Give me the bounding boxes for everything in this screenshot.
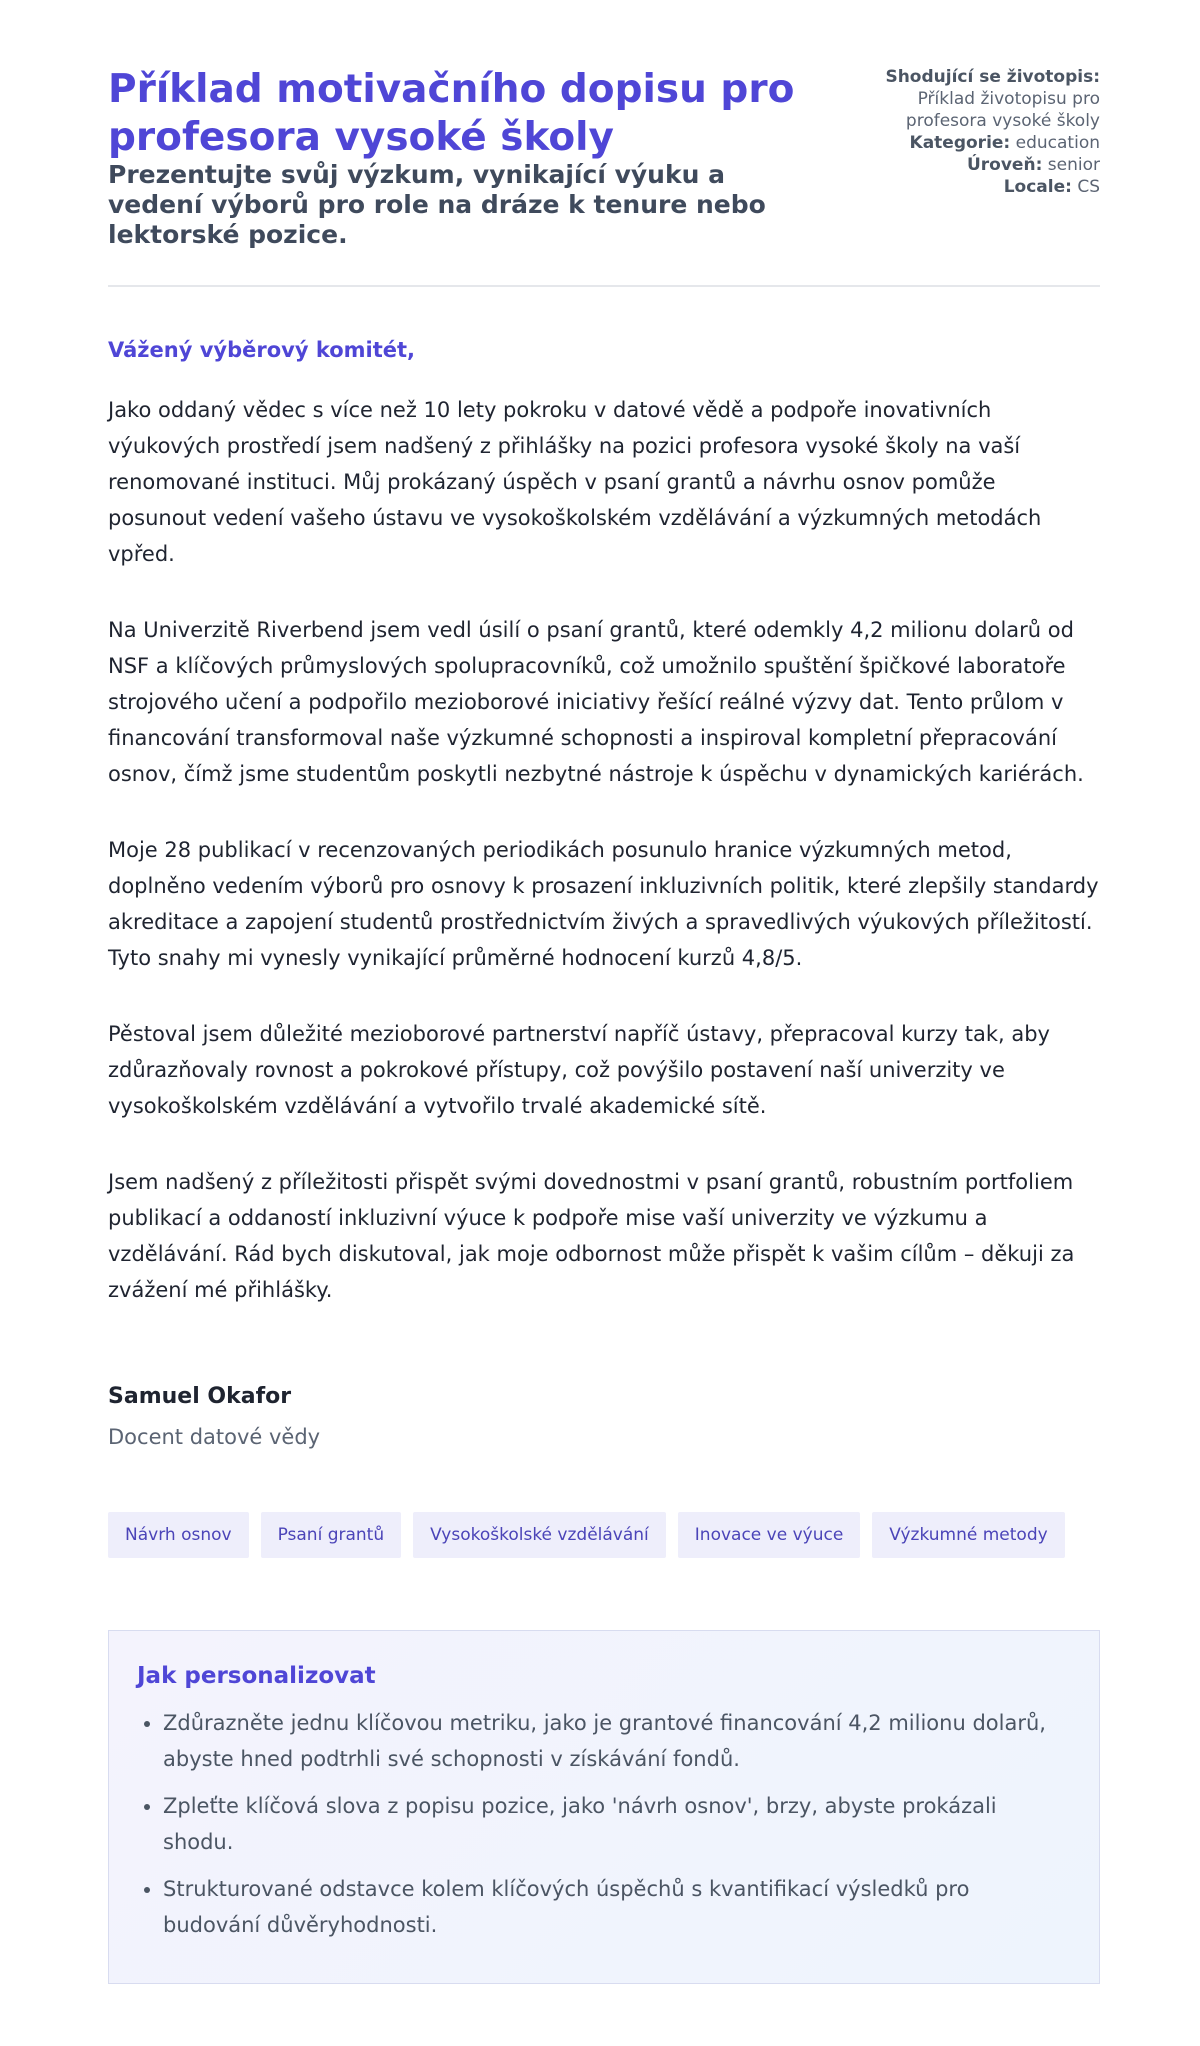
meta-level <box>780 154 1100 176</box>
letter-paragraph: Pěstoval jsem důležité mezioborové partnerství napříč ústavy, přepracoval kurzy tak, aby zdůrazňovaly rovnost a pokrokové přístupy, což povýšilo postavení naší univerzity ve vysokoškolském vzdělávání a vytvořilo trvalé akademické sítě. <box>108 1022 1050 1118</box>
letter-greeting: Vážený výběrový komitét, <box>108 338 416 362</box>
skill-tag[interactable]: Vysokoškolské vzdělávání <box>413 1512 666 1558</box>
letter-paragraph: Na Univerzitě Riverbend jsem vedl úsilí o psaní grantů, které odemkly 4,2 milionu dolarů od NSF a klíčových průmyslových spolupracovníků, což umožnilo spuštění špičkové laboratoře strojového učení a podpořilo mezioborové iniciativy řešící reálné výzvy dat. Tento průlom v financování transformoval naše výzkumné schopnosti a inspiroval kompletní přepracování osnov, čímž jsme studentům poskytli nezbytné nástroje k úspěchu v dynamických kariérách. <box>108 618 1084 786</box>
page-title: Příklad motivačního dopisu pro profesora vysoké školy <box>108 67 795 160</box>
skill-tag[interactable]: Psaní grantů <box>261 1512 402 1558</box>
tip-item: • Zdůrazněte jednu klíčovou metriku, jako je grantové financování 4,2 milionu dolarů, abyste hned podtrhli své schopnosti v získávání fondů. <box>163 1705 1071 1777</box>
skill-tag[interactable]: Návrh osnov <box>108 1512 249 1558</box>
meta-level-label: Úroveň: <box>966 155 1043 175</box>
tip-item: • Zpleťte klíčová slova z popisu pozice, jako 'návrh osnov', brzy, abyste prokázali shodu. <box>163 1788 1071 1860</box>
tips-list <box>137 1705 1071 1943</box>
signer-role: Docent datové vědy <box>108 1425 321 1449</box>
skill-tag[interactable]: Výzkumné metody <box>872 1512 1064 1558</box>
letter-body <box>108 392 1100 1348</box>
meta-resume-label: Shodující se životopis: <box>885 67 1100 87</box>
meta-locale <box>780 176 1100 198</box>
letter-paragraph: Moje 28 publikací v recenzovaných periodikách posunulo hranice výzkumných metod, doplněno vedením výborů pro osnovy k prosazení inkluzivních politik, které zlepšily standardy akreditace a zapojení studentů prostřednictvím živých a spravedlivých výukových příležitostí. Tyto snahy mi vynesly vynikající průměrné hodnocení kurzů 4,8/5. <box>108 838 1099 970</box>
page-subtitle: Prezentujte svůj výzkum, vynikající výuku a vedení výborů pro role na dráze k tenure nebo lektorské pozice. <box>108 160 766 249</box>
header-divider <box>108 285 1100 287</box>
skill-tags <box>108 1512 1065 1558</box>
personalization-tips <box>108 1630 1100 1984</box>
meta-locale-label: Locale: <box>1003 177 1072 197</box>
meta-panel <box>780 66 1100 198</box>
letter-paragraph: Jako oddaný vědec s více než 10 lety pokroku v datové vědě a podpoře inovativních výukových prostředí jsem nadšený z přihlášky na pozici profesora vysoké školy na vaší renomované instituci. Můj prokázaný úspěch v psaní grantů a návrhu osnov pomůže posunout vedení vašeho ústavu ve vysokoškolském vzdělávání a výzkumných metodách vpřed. <box>108 398 1042 566</box>
meta-category-label: Kategorie: <box>909 133 1011 153</box>
letter-paragraph: Jsem nadšený z příležitosti přispět svými dovednostmi v psaní grantů, robustním portfoliem publikací a oddaností inkluzivní výuce k podpoře mise vaší univerzity ve výzkumu a vzdělávání. Rád bych diskutoval, jak moje odbornost může přispět k vašim cílům – děkuji za zvážení mé přihlášky. <box>108 1170 1075 1302</box>
meta-locale-value: CS <box>1077 177 1100 197</box>
skill-tag[interactable]: Inovace ve výuce <box>678 1512 861 1558</box>
meta-category <box>780 132 1100 154</box>
page-header <box>108 64 1100 284</box>
meta-category-value: education <box>1015 133 1100 153</box>
tips-title: Jak personalizovat <box>137 1663 376 1689</box>
signer-name: Samuel Okafor <box>108 1384 292 1409</box>
meta-resume <box>780 66 1100 132</box>
meta-level-value: senior <box>1047 155 1100 175</box>
meta-resume-value[interactable]: Příklad životopisu pro profesora vysoké školy <box>905 89 1100 131</box>
tip-item: • Strukturované odstavce kolem klíčových úspěchů s kvantifikací výsledků pro budování důvěryhodnosti. <box>163 1871 1071 1943</box>
